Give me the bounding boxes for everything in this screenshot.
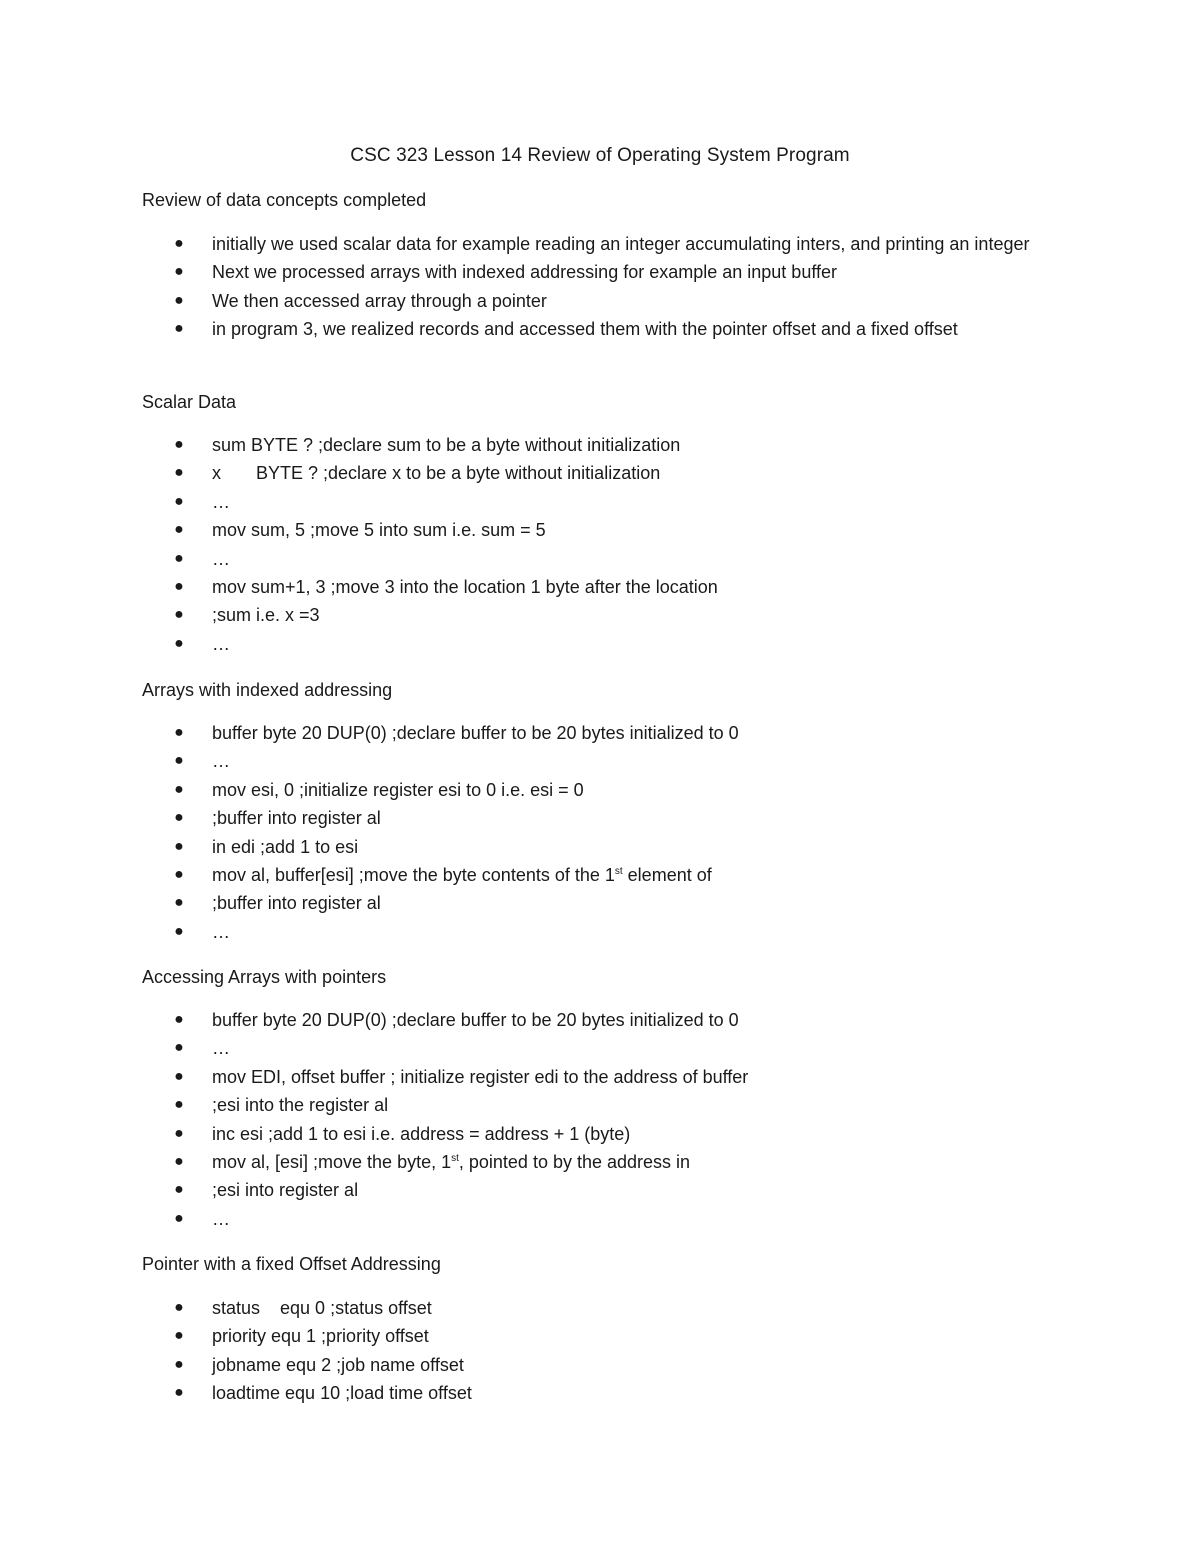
list-item bbox=[0, 545, 1200, 573]
bullet-icon: ● bbox=[174, 809, 184, 827]
list-item-text: mov EDI, offset buffer ; initialize register edi to the address of buffer bbox=[212, 1066, 749, 1087]
superscript-text: st bbox=[451, 1153, 459, 1165]
list-item-text: ;sum i.e. x =3 bbox=[212, 605, 320, 626]
bullet-icon: ● bbox=[174, 235, 184, 252]
bullet-icon: ● bbox=[174, 1011, 184, 1028]
list-item bbox=[0, 1148, 1200, 1176]
list-item-text: buffer byte 20 DUP(0) ;declare buffer to be 20 bytes initialized to 0 bbox=[212, 723, 739, 743]
list-item bbox=[0, 1006, 1200, 1034]
bullet-icon: ● bbox=[174, 606, 184, 624]
list-item-text: sum BYTE ? ;declare sum to be a byte without initialization bbox=[212, 435, 681, 455]
list-item bbox=[0, 573, 1200, 601]
list-item-text: loadtime equ 10 ;load time offset bbox=[212, 1383, 472, 1404]
list-item-text: in edi ;add 1 to esi bbox=[212, 836, 359, 857]
bullet-icon: ● bbox=[174, 724, 184, 741]
superscript-text: st bbox=[614, 866, 623, 878]
list-item bbox=[0, 747, 1200, 775]
list-item bbox=[0, 1034, 1200, 1062]
list-item-text: ;esi into the register al bbox=[212, 1095, 389, 1116]
bullet-icon: ● bbox=[174, 578, 184, 596]
list-item-text: mov al, buffer[esi] ;move the byte contents of the 1 bbox=[212, 865, 615, 886]
list-item bbox=[0, 833, 1200, 861]
section-heading-fixed-offset: Pointer with a fixed Offset Addressing bbox=[142, 1254, 441, 1274]
bullet-icon: ● bbox=[174, 837, 184, 855]
bullet-icon: ● bbox=[174, 922, 184, 940]
bullet-icon: ● bbox=[174, 634, 184, 652]
document-title: CSC 323 Lesson 14 Review of Operating System Program bbox=[350, 145, 850, 166]
list-item-text: status equ 0 ;status offset bbox=[212, 1298, 432, 1318]
bullet-list-fixed-offset bbox=[0, 1294, 1200, 1408]
list-item-text: ;esi into register al bbox=[212, 1180, 359, 1201]
list-item bbox=[0, 1379, 1200, 1407]
section-heading-review: Review of data concepts completed bbox=[142, 190, 427, 210]
list-item bbox=[0, 516, 1200, 544]
bullet-icon: ● bbox=[174, 521, 184, 539]
list-item bbox=[0, 287, 1200, 315]
list-item-text: jobname equ 2 ;job name offset bbox=[212, 1354, 464, 1375]
bullet-icon: ● bbox=[174, 1209, 184, 1227]
list-item-text: Next we processed arrays with indexed addressing for example an input buffer bbox=[212, 262, 838, 283]
list-item bbox=[0, 230, 1200, 258]
bullet-icon: ● bbox=[174, 894, 184, 912]
section-heading-indexed-arrays: Arrays with indexed addressing bbox=[142, 680, 393, 700]
bullet-icon: ● bbox=[174, 1384, 184, 1402]
list-item-text: … bbox=[212, 751, 230, 772]
bullet-icon: ● bbox=[174, 464, 184, 482]
list-item bbox=[0, 630, 1200, 658]
list-item bbox=[0, 1063, 1200, 1091]
bullet-icon: ● bbox=[174, 1299, 184, 1316]
list-item-text-continuation: , pointed to by the address in bbox=[458, 1152, 691, 1173]
list-item bbox=[0, 459, 1200, 487]
list-item-text: x BYTE ? ;declare x to be a byte without initialization bbox=[212, 463, 661, 484]
list-item-text: … bbox=[212, 633, 230, 654]
bullet-icon: ● bbox=[174, 1096, 184, 1114]
list-item bbox=[0, 258, 1200, 286]
list-item bbox=[0, 1294, 1200, 1322]
list-item-text: ;buffer into register al bbox=[212, 893, 381, 914]
list-item-text: mov esi, 0 ;initialize register esi to 0 i.e. esi = 0 bbox=[212, 779, 584, 800]
bullet-icon: ● bbox=[174, 1067, 184, 1085]
list-item-text: initially we used scalar data for example reading an integer accumulating inters, and printing an integer bbox=[212, 234, 1030, 254]
list-item bbox=[0, 431, 1200, 459]
list-item-text: buffer byte 20 DUP(0) ;declare buffer to be 20 bytes initialized to 0 bbox=[212, 1010, 739, 1030]
list-item bbox=[0, 889, 1200, 917]
list-item bbox=[0, 1351, 1200, 1379]
bullet-icon: ● bbox=[174, 492, 184, 510]
list-item bbox=[0, 1322, 1200, 1350]
bullet-list-pointer-arrays bbox=[0, 1006, 1200, 1233]
list-item-text: in program 3, we realized records and accessed them with the pointer offset and a fixed offset bbox=[212, 319, 958, 340]
list-item-text: priority equ 1 ;priority offset bbox=[212, 1326, 429, 1347]
list-item bbox=[0, 918, 1200, 946]
list-item-text: inc esi ;add 1 to esi i.e. address = address + 1 (byte) bbox=[212, 1123, 631, 1144]
list-item bbox=[0, 804, 1200, 832]
bullet-icon: ● bbox=[174, 1124, 184, 1142]
bullet-list-review bbox=[0, 230, 1200, 344]
bullet-icon: ● bbox=[174, 866, 184, 884]
list-item-text: … bbox=[212, 921, 230, 942]
bullet-icon: ● bbox=[174, 549, 184, 567]
bullet-icon: ● bbox=[174, 1153, 184, 1171]
list-item bbox=[0, 315, 1200, 343]
bullet-icon: ● bbox=[174, 320, 184, 338]
bullet-icon: ● bbox=[174, 1039, 184, 1057]
section-heading-pointer-arrays: Accessing Arrays with pointers bbox=[142, 967, 387, 987]
bullet-icon: ● bbox=[174, 752, 184, 770]
bullet-icon: ● bbox=[174, 263, 184, 281]
list-item-text: … bbox=[212, 548, 230, 569]
section-heading-scalar-data: Scalar Data bbox=[142, 392, 237, 412]
list-item bbox=[0, 1176, 1200, 1204]
list-item bbox=[0, 719, 1200, 747]
list-item bbox=[0, 776, 1200, 804]
bullet-list-scalar-data bbox=[0, 431, 1200, 658]
list-item bbox=[0, 1120, 1200, 1148]
list-item-text: ;buffer into register al bbox=[212, 808, 381, 829]
bullet-list-indexed-arrays bbox=[0, 719, 1200, 946]
bullet-icon: ● bbox=[174, 291, 184, 309]
list-item-text: … bbox=[212, 1208, 230, 1229]
bullet-icon: ● bbox=[174, 780, 184, 798]
list-item bbox=[0, 861, 1200, 889]
list-item-text: mov al, [esi] ;move the byte, 1 bbox=[212, 1152, 452, 1173]
bullet-icon: ● bbox=[174, 1181, 184, 1199]
list-item bbox=[0, 488, 1200, 516]
list-item-text-continuation: element of bbox=[622, 865, 712, 886]
list-item bbox=[0, 1205, 1200, 1233]
list-item bbox=[0, 601, 1200, 629]
list-item-text: We then accessed array through a pointer bbox=[212, 290, 547, 311]
bullet-icon: ● bbox=[174, 436, 184, 453]
bullet-icon: ● bbox=[174, 1355, 184, 1373]
bullet-icon: ● bbox=[174, 1327, 184, 1345]
list-item-text: … bbox=[212, 1038, 230, 1059]
list-item-text: … bbox=[212, 491, 230, 512]
list-item-text: mov sum, 5 ;move 5 into sum i.e. sum = 5 bbox=[212, 520, 546, 541]
list-item-text: mov sum+1, 3 ;move 3 into the location 1 byte after the location bbox=[212, 577, 718, 598]
list-item bbox=[0, 1091, 1200, 1119]
